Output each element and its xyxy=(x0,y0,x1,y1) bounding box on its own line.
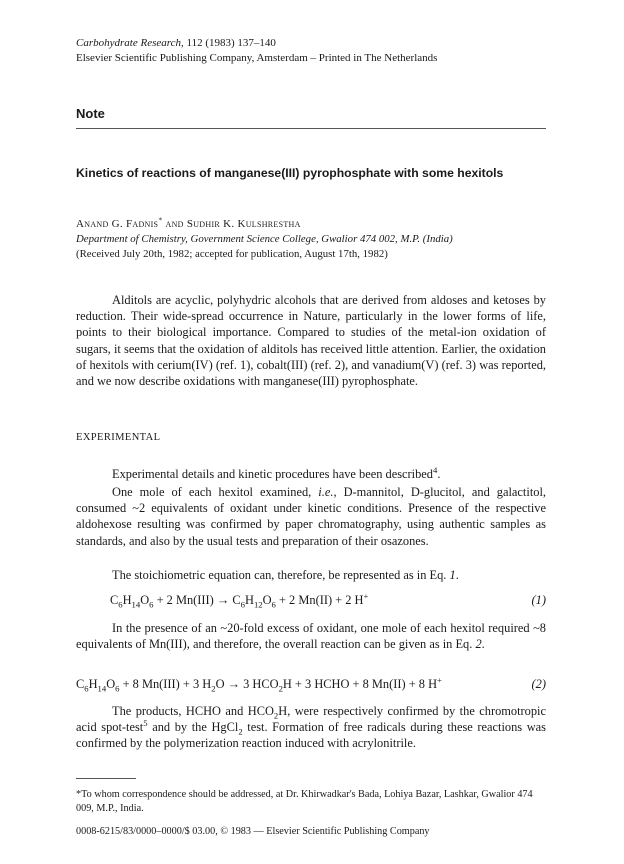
p6-text-c: and by the HgCl xyxy=(147,720,239,735)
journal-volume: , 112 (1983) 137–140 xyxy=(181,37,276,49)
p6-text-b: H, were respectively confirmed by the chromotropic acid spot-test xyxy=(76,704,546,735)
equation-2-number: (2) xyxy=(531,677,546,691)
paragraph-intro: Alditols are acyclic, polyhydric alcohols that are derived from aldoses and ketoses by reduction. Their wide-spread occurrence in Nature, particularly in the lower forms of life, points to their biological importance. Compared to studies of the metal-ion oxidation of sugars, it seems that the oxidation of alditols has received little attention. Earlier, the oxidation of hexitols with cerium(IV) (ref. 1), cobalt(III) (ref. 2), and vanadium(V) (ref. 3) was reported, and we now describe oxidations with manganese(III) pyrophosphate. xyxy=(76,293,546,389)
ref-5: 5 xyxy=(143,718,148,729)
paragraph-excess-oxidant xyxy=(76,620,546,652)
p6-sub-2: 2 xyxy=(238,726,243,737)
p4-text: The stoichiometric equation can, therefore, be represented as in Eq. xyxy=(112,568,450,582)
p2-text: Experimental details and kinetic procedures have been described xyxy=(112,467,433,481)
p4-end: . xyxy=(455,568,459,582)
p3-ie: i.e. xyxy=(318,485,334,499)
footnote-correspondence: *To whom correspondence should be addressed, at Dr. Khirwadkar's Bada, Lohiya Bazar, Lashkar, Gwalior 474 009, M.P., India. xyxy=(76,789,533,814)
p5-eq-ref: 2 xyxy=(475,637,482,652)
p4-eq-ref: 1 xyxy=(449,568,456,582)
paragraph-experimental-2 xyxy=(76,484,546,549)
equation-1-number: (1) xyxy=(531,593,546,607)
journal-header xyxy=(76,36,437,66)
header-divider xyxy=(76,128,546,129)
paragraph-stoichiometry xyxy=(76,567,546,583)
equation-1 xyxy=(76,590,546,610)
copyright-line: 0008-6215/83/0000–0000/$ 03.00, © 1983 — Elsevier Scientific Publishing Company xyxy=(76,826,430,837)
p2-end: . xyxy=(437,467,441,481)
p6-sub-1: 2 xyxy=(273,710,279,721)
p3-text-a: One mole of each hexitol examined, xyxy=(112,485,319,499)
p3-text-b: , D-mannitol, D-glucitol, and galactitol, consumed ~2 equivalents of oxidant under kinetic conditions. Presence of the respective aldohexose resulting was confirmed by paper chromatography, using authentic samples as standards, and also by the usual tests and preparation of their osazones. xyxy=(76,485,546,548)
journal-citation xyxy=(76,36,437,51)
equation-1-formula: $C_6H_{14}O_6 + 2$ $Mn(III) \to C_6H_{12}O_6 + 2$ Mn(II) + 2 H+ xyxy=(110,590,369,610)
paragraph-products xyxy=(76,703,546,752)
ref-4: 4 xyxy=(433,464,438,475)
p5-text: In the presence of an ~20-fold excess of oxidant, one mole of each hexitol required ~8 equivalents of Mn(III), and therefore, the overall reaction can be given as in Eq. xyxy=(76,621,546,652)
equation-2 xyxy=(76,674,546,694)
p6-text-d: test. Formation of free radicals during these reactions was confirmed by the polymerization reaction induced with acrylonitrile. xyxy=(76,720,546,751)
affiliation: Department of Chemistry, Government Science College, Gwalior 474 002, M.P. (India) xyxy=(76,233,453,245)
received-dates: (Received July 20th, 1982; accepted for publication, August 17th, 1982) xyxy=(76,248,388,260)
author-1: Anand G. Fadnis xyxy=(76,218,159,230)
footnote-divider xyxy=(76,778,136,779)
author-line xyxy=(76,215,301,230)
section-label: Note xyxy=(76,106,105,121)
equation-2-formula: $C_6H_{14}O_6 + 8$ Mn(III) + 3 $H_2O \to 3$ $HCO_2H + 3$ HCHO + 8 Mn(II) + 8 H+ xyxy=(76,674,442,694)
paragraph-experimental-1 xyxy=(76,466,546,482)
article-title: Kinetics of reactions of manganese(III) pyrophosphate with some hexitols xyxy=(76,166,504,180)
p5-end: . xyxy=(481,637,485,652)
author-mark: * xyxy=(158,215,163,225)
author-2: Sudhir K. Kulshrestha xyxy=(186,218,301,230)
author-joiner: and xyxy=(162,218,187,230)
section-heading-experimental: EXPERIMENTAL xyxy=(76,432,161,443)
journal-name: Carbohydrate Research xyxy=(76,37,181,49)
journal-publisher: Elsevier Scientific Publishing Company, Amsterdam – Printed in The Netherlands xyxy=(76,52,438,64)
p6-text-a: The products, HCHO and HCO xyxy=(112,704,274,718)
